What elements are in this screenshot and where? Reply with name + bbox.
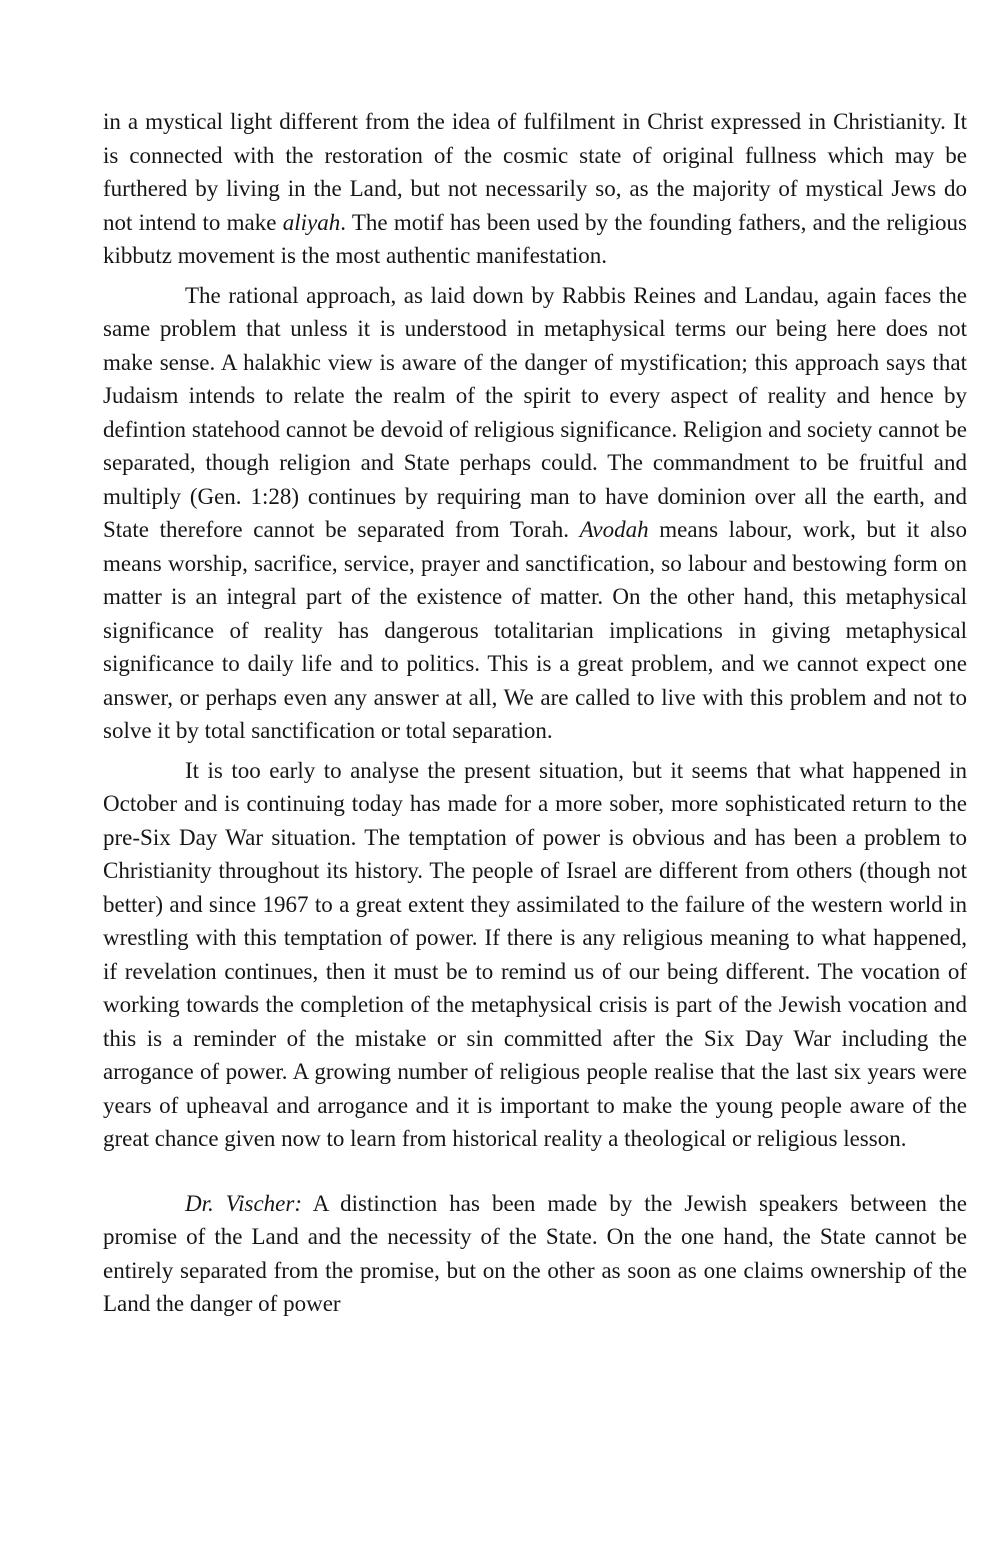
- text-segment: The rational approach, as laid down by Rabbis Reines and Landau, again faces the same problem that unless it is understood in metaphysical terms our being here does not make sense. A halakhic view is aware of the danger of mystification; this approach says that Judaism intends to relate the realm of the spirit to every aspect of reality and hence by defintion statehood cannot be devoid of religious significance. Religion and society cannot be separated, though religion and State perhaps could. The commandment to be fruitful and multiply (Gen. 1:28) continues by requiring man to have dominion over all the earth, and State therefore cannot be separated from Torah.: [103, 282, 967, 542]
- document-page: [103, 105, 967, 1321]
- text-segment: A distinction has been made by the Jewish speakers between the promise of the Land and the necessity of the State. On the one hand, the State cannot be entirely separated from the promise, but on the other as soon as one claims ownership of the Land the danger of power: [103, 1190, 967, 1316]
- italic-term-aliyah: aliyah: [282, 209, 341, 235]
- paragraph-present-situation: [103, 754, 967, 1156]
- speaker-name: Dr. Vischer:: [185, 1190, 302, 1216]
- text-segment: It is too early to analyse the present situation, but it seems that what happened in October and is continuing today has made for a more sober, more sophisticated return to the pre-Six Day War situation. The temptation of power is obvious and has been a problem to Christianity throughout its history. The people of Israel are different from others (though not better) and since 1967 to a great extent they assimilated to the failure of the western world in wrestling with this temptation of power. If there is any religious meaning to what happened, if revelation continues, then it must be to remind us of our being different. The vocation of working towards the completion of the metaphysical crisis is part of the Jewish vocation and this is a reminder of the mistake or sin committed after the Six Day War including the arrogance of power. A growing number of religious people realise that the last six years were years of upheaval and arrogance and it is important to make the young people aware of the great chance given now to learn from historical reality a theological or religious lesson.: [103, 757, 967, 1151]
- text-segment: in a mystical light different from the idea of fulfilment in Christ expressed in Christianity. It is connected with the restoration of the cosmic state of original fullness which may be furthered by living in the Land, but not necessarily so, as the majority of mystical Jews do not intend to make: [103, 109, 967, 235]
- paragraph-dr-vischer: [103, 1187, 967, 1321]
- paragraph-rational-approach: [103, 279, 967, 748]
- italic-term-avodah: Avodah: [579, 517, 649, 542]
- text-segment: . The motif has been used by the founding fathers, and the religious kibbutz movement is the most authentic manifestation.: [103, 209, 967, 268]
- text-segment: means labour, work, but it also means worship, sacrifice, service, prayer and sanctification, so labour and bestowing form on matter is an integral part of the existence of matter. On the other hand, this metaphysical significance of reality has dangerous totalitarian implications in giving metaphysical significance to daily life and to politics. This is a great problem, and we cannot expect one answer, or perhaps even any answer at all, We are called to live with this problem and not to solve it by total sanctification or total separation.: [103, 517, 968, 743]
- paragraph-mystical: [103, 105, 967, 273]
